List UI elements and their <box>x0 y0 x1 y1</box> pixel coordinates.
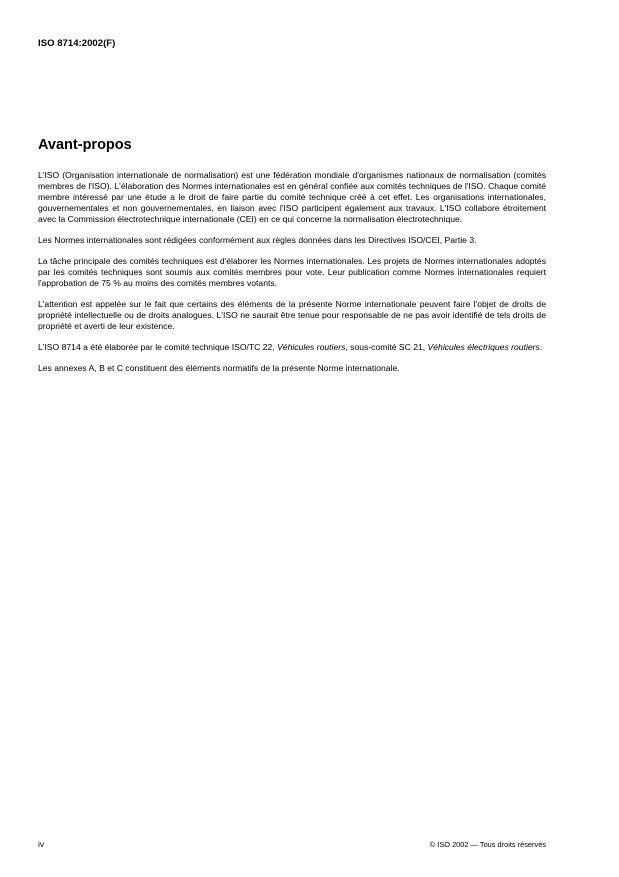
preparation-text-part2: , sous-comité SC 21, <box>345 342 426 352</box>
preparation-text-part1: L'ISO 8714 a été élaborée par le comité technique ISO/TC 22, <box>38 342 275 352</box>
paragraph-technical-committees: La tâche principale des comités techniques est d'élaborer les Normes internationales. Les projets de Normes internationales adoptés par les comités techniques sont soumis aux comités membres pour vote. Leur publication comme Normes internationales requiert l'approbation de 75 % au moins des comités membres votants. <box>38 256 546 288</box>
paragraph-iso-organisation: L'ISO (Organisation internationale de normalisation) est une fédération mondiale d'organismes nationaux de normalisation (comités membres de l'ISO). L'élaboration des Normes internationales est en général confiée aux comités techniques de l'ISO. Chaque comité membre intéressé par une étude a le droit de faire partie du comité technique créé à cet effet. Les organisations internationales, gouvernementales et non gouvernementales, en liaison avec l'ISO participent également aux travaux. L'ISO collabore étroitement avec la Commission électrotechnique internationale (CEI) en ce qui concerne la normalisation électrotechnique. <box>38 170 546 224</box>
copyright-notice: © ISO 2002 — Tous droits réservés <box>429 840 546 849</box>
paragraph-directives: Les Normes internationales sont rédigées conformément aux règles données dans les Directives ISO/CEI, Partie 3. <box>38 235 477 245</box>
document-id-header: ISO 8714:2002(F) <box>38 38 116 49</box>
committee-title: Véhicules routiers <box>277 342 346 352</box>
paragraph-preparation <box>38 342 546 353</box>
paragraph-annexes: Les annexes A, B et C constituent des éléments normatifs de la présente Norme internationale. <box>38 363 400 373</box>
foreword-body <box>38 170 546 384</box>
paragraph-patent-rights: L'attention est appelée sur le fait que certains des éléments de la présente Norme internationale peuvent faire l'objet de droits de propriété intellectuelle ou de droits analogues. L'ISO ne saurait être tenue pour responsable de ne pas avoir identifié de tels droits de propriété et averti de leur existence. <box>38 299 546 331</box>
preparation-text-part3: . <box>539 342 543 352</box>
section-title: Avant-propos <box>38 137 132 153</box>
subcommittee-title: Véhicules électriques routiers <box>427 342 540 352</box>
page-number: iv <box>38 839 45 849</box>
